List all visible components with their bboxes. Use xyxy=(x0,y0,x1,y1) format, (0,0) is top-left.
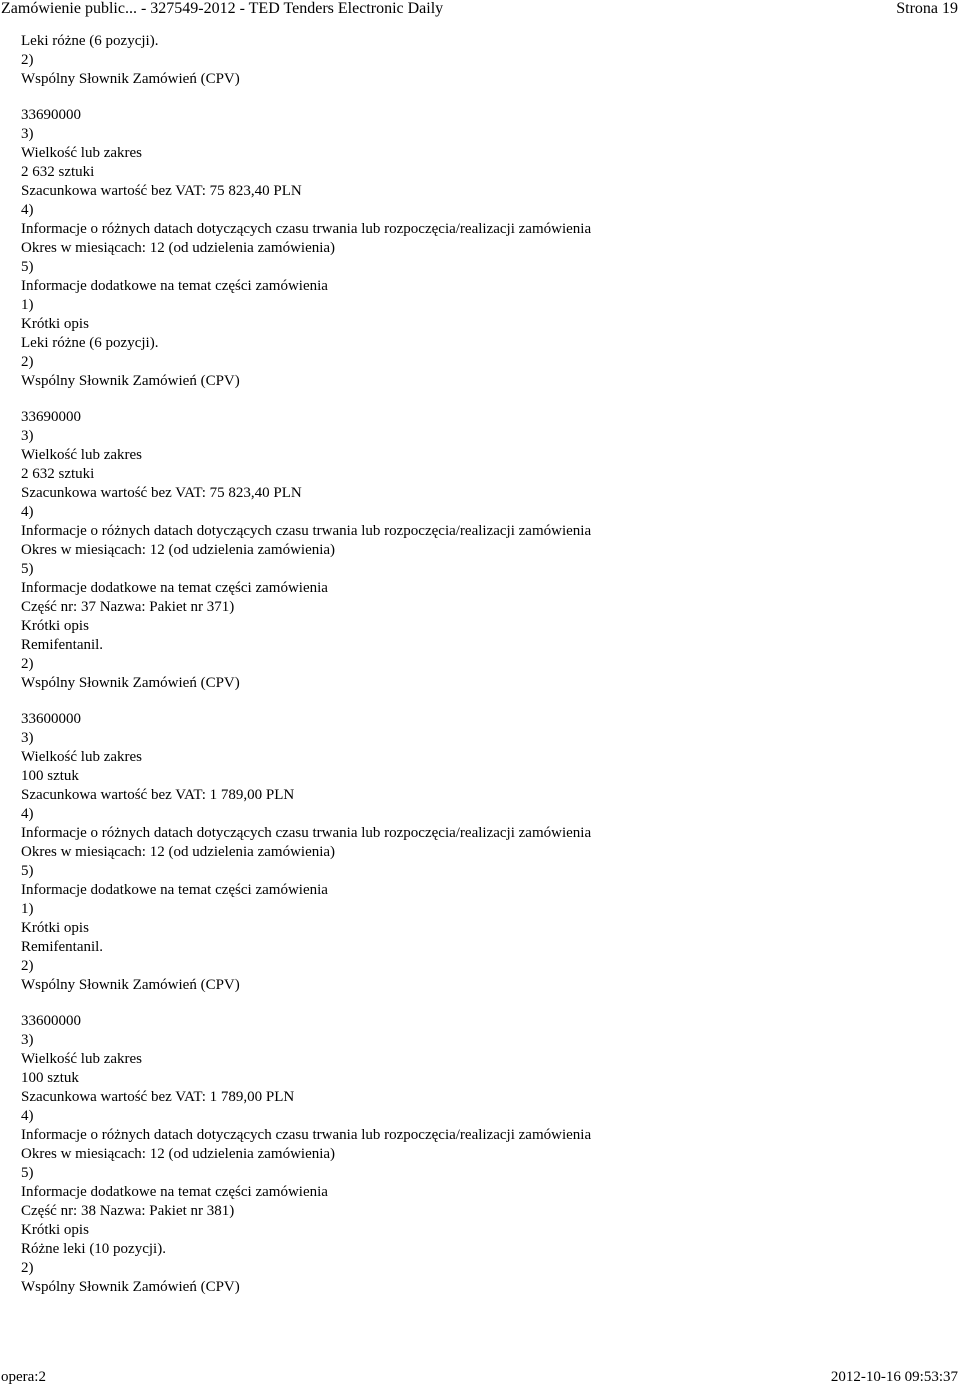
document-line: 4) xyxy=(21,202,34,218)
blank-line xyxy=(21,995,941,1012)
document-line: Wspólny Słownik Zamówień (CPV) xyxy=(21,977,240,993)
blank-line xyxy=(21,391,941,408)
document-line: 100 sztuk xyxy=(21,768,79,784)
blank-line xyxy=(21,89,941,106)
document-line: 33600000 xyxy=(21,711,81,727)
document-line: Krótki opis xyxy=(21,920,89,936)
document-line: Część nr: 38 Nazwa: Pakiet nr 381) xyxy=(21,1203,235,1219)
document-line: 3) xyxy=(21,730,34,746)
document-line: Okres w miesiącach: 12 (od udzielenia zamówienia) xyxy=(21,240,336,256)
document-line: 4) xyxy=(21,504,34,520)
document-line: 5) xyxy=(21,1165,34,1181)
blank-line xyxy=(21,693,941,710)
document-body xyxy=(21,32,941,1297)
document-line: Różne leki (10 pozycji). xyxy=(21,1241,166,1257)
document-line: 33690000 xyxy=(21,107,81,123)
document-line: 2) xyxy=(21,52,34,68)
document-line: 4) xyxy=(21,1108,34,1124)
document-line: 2 632 sztuki xyxy=(21,164,95,180)
page-number: Strona 19 xyxy=(896,0,958,17)
print-header xyxy=(0,0,960,20)
document-line: Wspólny Słownik Zamówień (CPV) xyxy=(21,71,240,87)
document-line: Wielkość lub zakres xyxy=(21,749,143,765)
document-line: Remifentanil. xyxy=(21,637,104,653)
document-line: 2) xyxy=(21,958,34,974)
document-line: Informacje o różnych datach dotyczących czasu trwania lub rozpoczęcia/realizacji zamówienia xyxy=(21,1127,592,1143)
document-line: 4) xyxy=(21,806,34,822)
document-line: Remifentanil. xyxy=(21,939,104,955)
page-title: Zamówienie public... - 327549-2012 - TED Tenders Electronic Daily xyxy=(1,0,444,17)
document-line: Informacje dodatkowe na temat części zamówienia xyxy=(21,882,328,898)
document-line: 1) xyxy=(21,297,34,313)
document-line: 5) xyxy=(21,863,34,879)
document-line: Wspólny Słownik Zamówień (CPV) xyxy=(21,1279,240,1295)
document-line: Część nr: 37 Nazwa: Pakiet nr 371) xyxy=(21,599,235,615)
document-line: Wielkość lub zakres xyxy=(21,145,143,161)
document-line: Szacunkowa wartość bez VAT: 1 789,00 PLN xyxy=(21,1089,295,1105)
document-line: Szacunkowa wartość bez VAT: 75 823,40 PLN xyxy=(21,485,302,501)
document-line: 1) xyxy=(21,901,34,917)
document-line: 5) xyxy=(21,259,34,275)
document-line: Informacje o różnych datach dotyczących czasu trwania lub rozpoczęcia/realizacji zamówienia xyxy=(21,523,592,539)
document-line: Krótki opis xyxy=(21,316,89,332)
document-line: 2) xyxy=(21,354,34,370)
document-line: 3) xyxy=(21,428,34,444)
document-line: 3) xyxy=(21,1032,34,1048)
document-line: Wspólny Słownik Zamówień (CPV) xyxy=(21,373,240,389)
document-line: Wielkość lub zakres xyxy=(21,447,143,463)
document-line: Leki różne (6 pozycji). xyxy=(21,335,159,351)
document-line: Wspólny Słownik Zamówień (CPV) xyxy=(21,675,240,691)
document-line: Szacunkowa wartość bez VAT: 1 789,00 PLN xyxy=(21,787,295,803)
document-line: Informacje dodatkowe na temat części zamówienia xyxy=(21,580,328,596)
document-line: Okres w miesiącach: 12 (od udzielenia zamówienia) xyxy=(21,542,336,558)
footer-source: opera:2 xyxy=(1,1369,46,1385)
document-line: 100 sztuk xyxy=(21,1070,79,1086)
document-line: Krótki opis xyxy=(21,618,89,634)
document-line: 33690000 xyxy=(21,409,81,425)
document-line: 3) xyxy=(21,126,34,142)
print-footer xyxy=(0,1368,960,1388)
document-line: 5) xyxy=(21,561,34,577)
document-line: 2) xyxy=(21,656,34,672)
document-line: Krótki opis xyxy=(21,1222,89,1238)
document-line: Wielkość lub zakres xyxy=(21,1051,143,1067)
document-line: 33600000 xyxy=(21,1013,81,1029)
document-line: Szacunkowa wartość bez VAT: 75 823,40 PLN xyxy=(21,183,302,199)
document-line: Informacje dodatkowe na temat części zamówienia xyxy=(21,1184,328,1200)
document-line: Informacje dodatkowe na temat części zamówienia xyxy=(21,278,328,294)
document-line: Leki różne (6 pozycji). xyxy=(21,33,159,49)
document-line: Okres w miesiącach: 12 (od udzielenia zamówienia) xyxy=(21,844,336,860)
document-line: 2) xyxy=(21,1260,34,1276)
document-line: 2 632 sztuki xyxy=(21,466,95,482)
document-line: Okres w miesiącach: 12 (od udzielenia zamówienia) xyxy=(21,1146,336,1162)
document-line: Informacje o różnych datach dotyczących czasu trwania lub rozpoczęcia/realizacji zamówienia xyxy=(21,221,592,237)
footer-timestamp: 2012-10-16 09:53:37 xyxy=(830,1369,958,1385)
document-line: Informacje o różnych datach dotyczących czasu trwania lub rozpoczęcia/realizacji zamówienia xyxy=(21,825,592,841)
